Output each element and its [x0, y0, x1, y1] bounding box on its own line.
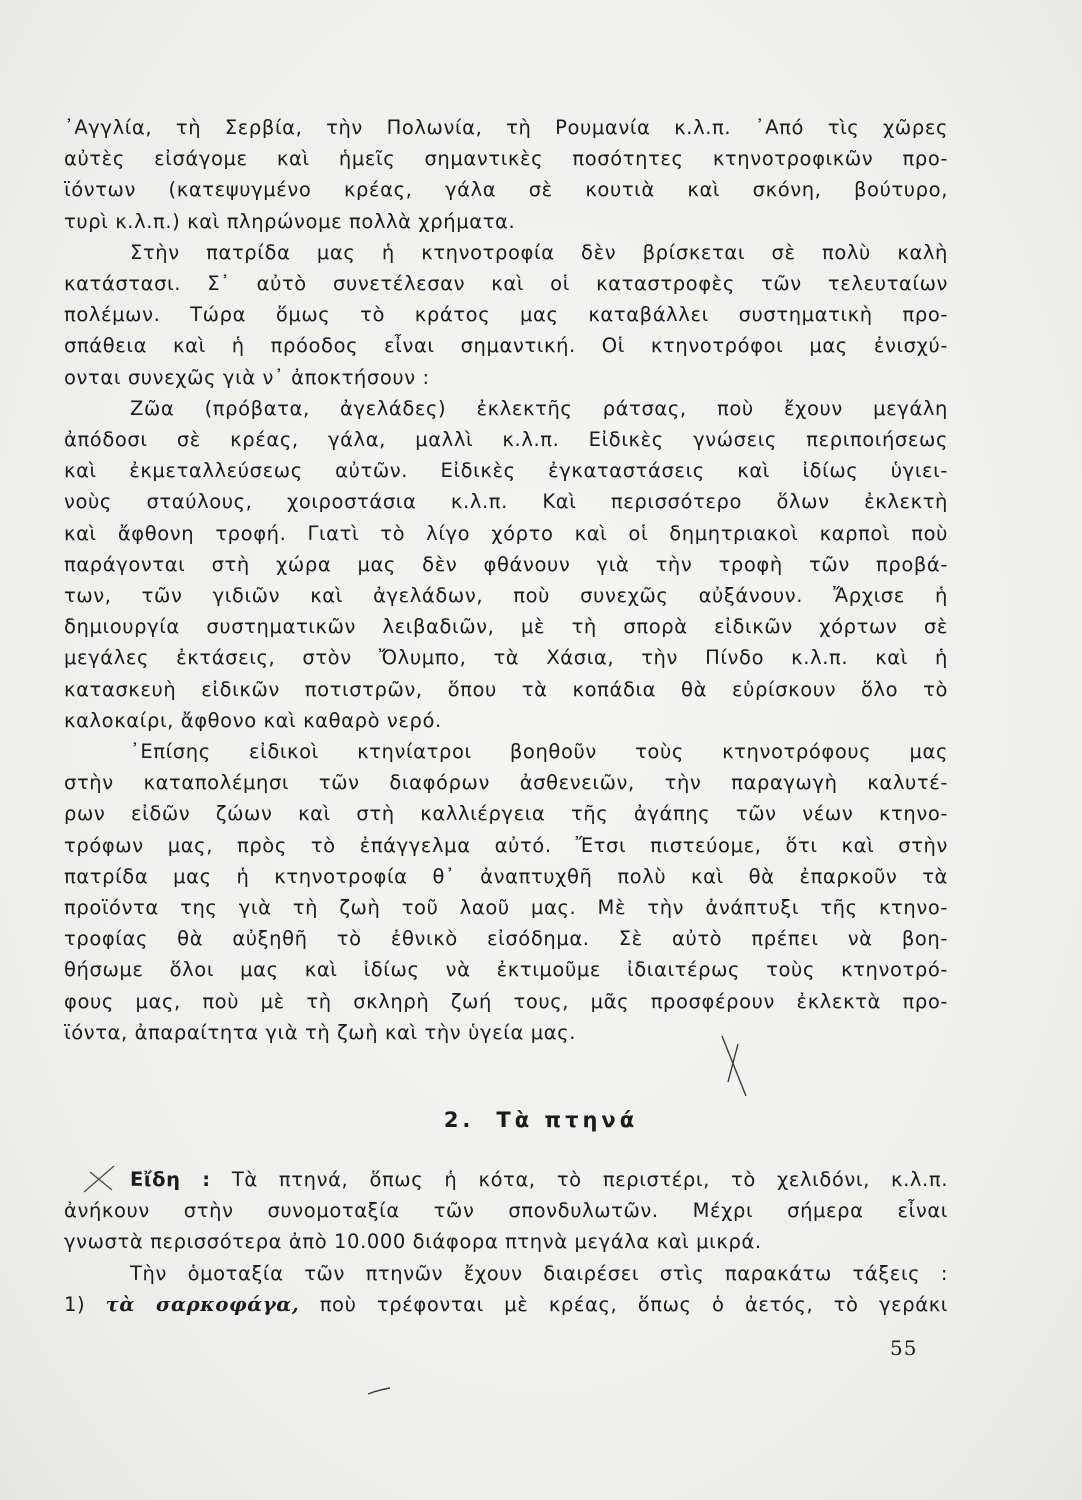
text-line: ρων εἰδῶν ζώων καὶ στὴ καλλιέργεια τῆς ἀγάπης τῶν νέων κτηνο- [64, 802, 948, 826]
text-line: ᾿Αγγλία, τὴ Σερβία, τὴν Πολωνία, τὴ Ρουμανία κ.λ.π. ᾿Από τὶς χῶρες [64, 116, 948, 139]
text-line: ϊόντα, ἀπαραίτητα γιὰ τὴ ζωὴ καὶ τὴν ὑγεία μας. [64, 1020, 577, 1044]
text-line: παράγονται στὴ χώρα μας δὲν φθάνουν γιὰ τὴν τροφὴ τῶν προβά- [64, 552, 948, 576]
text-line: αὐτὲς εἰσάγομε καὶ ἡμεῖς σημαντικὲς ποσότητες κτηνοτροφικῶν προ- [64, 147, 948, 171]
text-line: κατάστασι. Σ᾿ αὐτὸ συνετέλεσαν καὶ οἱ καταστροφὲς τῶν τελευταίων [64, 272, 948, 296]
text-fragment: ποὺ τρέφονται μὲ κρέας, ὅπως ὁ ἀετός, τὸ γεράκι [299, 1292, 948, 1316]
text-line: γνωστὰ περισσότερα ἀπὸ 10.000 διάφορα πτηνὰ μεγάλα καὶ μικρά. [64, 1230, 762, 1254]
term-lead: Εἴδη : [130, 1168, 211, 1191]
text-line: πολέμων. Τώρα ὅμως τὸ κράτος μας καταβάλλει συστηματικὴ προ- [64, 303, 948, 327]
text-line: προϊόντα της γιὰ τὴ ζωὴ τοῦ λαοῦ μας. Μὲ τὴν ἀνάπτυξι τῆς κτηνο- [64, 896, 948, 920]
text-line: τροφίας θὰ αὐξηθῆ τὸ ἐθνικὸ εἰσόδημα. Σὲ αὐτὸ πρέπει νὰ βοη- [64, 927, 948, 951]
text-line: μεγάλες ἐκτάσεις, στὸν Ὄλυμπο, τὰ Χάσια, τὴν Πίνδο κ.λ.π. καὶ ἡ [64, 646, 948, 670]
text-line: ονται συνεχῶς γιὰ ν᾿ ἀποκτήσουν : [64, 365, 430, 389]
text-line: καὶ ἄφθονη τροφή. Γιατὶ τὸ λίγο χόρτο καὶ οἱ δημητριακοὶ καρποὶ ποὺ [64, 521, 948, 545]
text-line: Στὴν πατρίδα μας ἡ κτηνοτροφία δὲν βρίσκεται σὲ πολὺ καλὴ [130, 240, 948, 264]
section-title: Τὰ πτηνά [496, 1108, 639, 1132]
text-line: τυρὶ κ.λ.π.) καὶ πληρώνομε πολλὰ χρήματα. [64, 209, 516, 233]
section-number: 2. [443, 1108, 475, 1132]
pen-mark-bottom [366, 1384, 392, 1398]
text-line: τρόφων μας, πρὸς τὸ ἐπάγγελμα αὐτό. Ἔτσι πιστεύομε, ὅτι καὶ στὴν [64, 833, 948, 857]
text-line: φους μας, ποὺ μὲ τὴ σκληρὴ ζωή τους, μᾶς προσφέρουν ἐκλεκτὰ προ- [64, 989, 948, 1013]
text-line [64, 1289, 948, 1320]
list-number: 1) [64, 1292, 86, 1316]
text-line: των, τῶν γιδιῶν καὶ ἀγελάδων, ποὺ συνεχῶς αὐξάνουν. Ἄρχισε ἡ [64, 584, 948, 608]
text-line: κατασκευὴ εἰδικῶν ποτιστρῶν, ὅπου τὰ κοπάδια θὰ εὑρίσκουν ὅλο τὸ [64, 677, 948, 701]
text-line: ᾿Επίσης εἰδικοὶ κτηνίατροι βοηθοῦν τοὺς κτηνοτρόφους μας [130, 740, 948, 764]
text-line: στὴν καταπολέμησι τῶν διαφόρων ἀσθενειῶν, τὴν παραγωγὴ καλυτέ- [64, 771, 948, 795]
page-number: 55 [890, 1336, 918, 1360]
list-term: τὰ σαρκοφάγα, [105, 1292, 300, 1316]
text-fragment: Τὰ πτηνά, ὅπως ἡ κότα, τὸ περιστέρι, τὸ χελιδόνι, κ.λ.π. [210, 1168, 948, 1191]
text-line: καὶ ἐκμεταλλεύσεως αὐτῶν. Εἰδικὲς ἐγκαταστάσεις καὶ ἰδίως ὑγιει- [64, 459, 948, 483]
text-line: δημιουργία συστηματικῶν λειβαδιῶν, μὲ τὴ σπορὰ εἰδικῶν χόρτων σὲ [64, 615, 948, 639]
text-line: καλοκαίρι, ἄφθονο καὶ καθαρὸ νερό. [64, 708, 442, 732]
text-line: νοὺς σταύλους, χοιροστάσια κ.λ.π. Καὶ περισσότερο ὅλων ἐκλεκτὴ [64, 490, 948, 514]
section-heading [0, 1108, 1082, 1132]
section-text [64, 1164, 948, 1320]
text-line: θήσωμε ὅλοι μας καὶ ἰδίως νὰ ἐκτιμοῦμε ἰδιαιτέρως τοὺς κτηνοτρό- [64, 958, 948, 982]
text-line: Ζῶα (πρόβατα, ἀγελάδες) ἐκλεκτῆς ράτσας, ποὺ ἔχουν μεγάλη [130, 396, 948, 420]
text-line: ἀνήκουν στὴν συνομοταξία τῶν σπονδυλωτῶν. Μέχρι σήμερα εἶναι [64, 1199, 948, 1223]
text-line: ϊόντων (κατεψυγμένο κρέας, γάλα σὲ κουτιὰ καὶ σκόνη, βούτυρο, [64, 178, 948, 202]
text-line: ἀπόδοσι σὲ κρέας, γάλα, μαλλὶ κ.λ.π. Εἰδικὲς γνώσεις περιποιήσεως [64, 428, 948, 452]
text-line [64, 1164, 948, 1195]
main-text [64, 112, 948, 1048]
text-line: Τὴν ὁμοταξία τῶν πτηνῶν ἔχουν διαιρέσει στὶς παρακάτω τάξεις : [130, 1261, 948, 1285]
text-line: σπάθεια καὶ ἡ πρόοδος εἶναι σημαντική. Οἱ κτηνοτρόφοι μας ἐνισχύ- [64, 334, 948, 358]
text-line: πατρίδα μας ἡ κτηνοτροφία θ᾿ ἀναπτυχθῆ πολὺ καὶ θὰ ἐπαρκοῦν τὰ [64, 864, 948, 888]
